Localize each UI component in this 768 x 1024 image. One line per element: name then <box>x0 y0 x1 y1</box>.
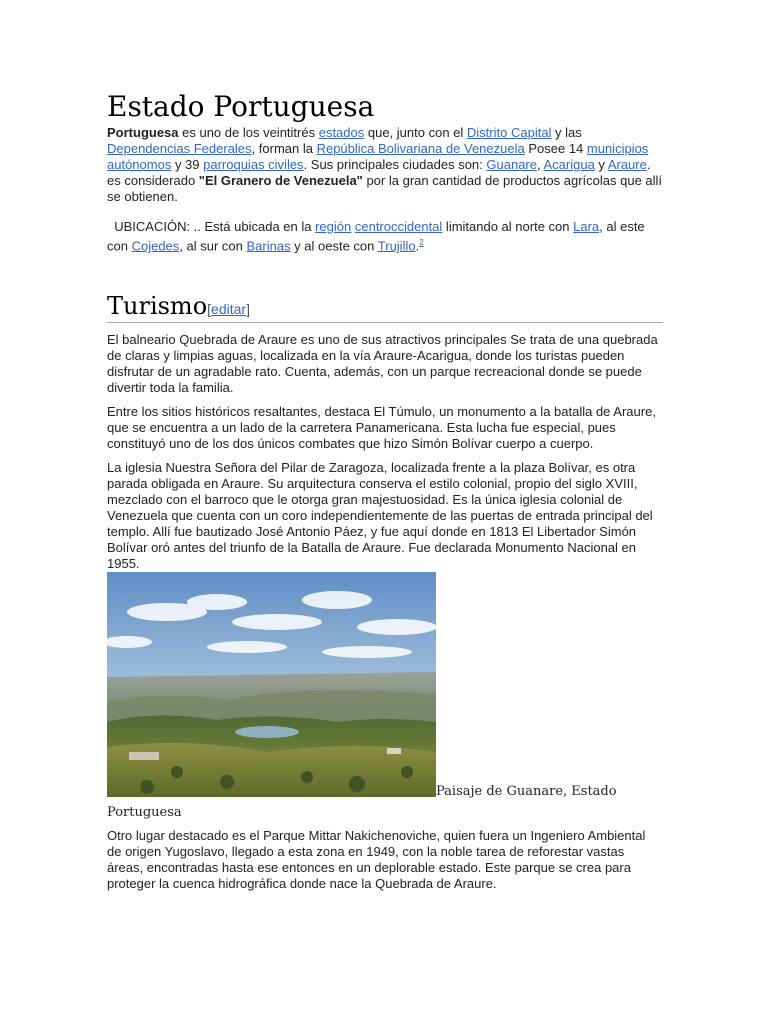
link-distrito-capital[interactable]: Distrito Capital <box>466 125 552 140</box>
bold-term: Portuguesa <box>107 125 179 140</box>
link-trujillo[interactable]: Trujillo <box>377 238 416 254</box>
paragraph-parque: Otro lugar destacado es el Parque Mittar Nakichenoviche, quien fuera un Ingeniero Ambiental de origen Yugoslavo, llegado a esta zona en 1949, con la noble tarea de reforestar vastas áreas, encontradas hasta ese entonces en un deplorable estado. Este parque se crea para proteger la cuenca hidrográfica donde nace la Quebrada de Araure. <box>107 828 646 892</box>
link-estados[interactable]: estados <box>318 125 365 140</box>
link-acarigua[interactable]: Acarigua <box>543 157 595 172</box>
section-heading-turismo: Turismo[editar] <box>107 290 663 323</box>
intro-paragraph: Portuguesa es uno de los veintitrés estados que, junto con el Distrito Capital y las Dependencias Federales, forman la República Bolivariana de Venezuela Posee 14 municipios autónomos y 39 parroquias civiles. Sus principales ciudades son: Guanare, Acarigua y Araure. es considerado "El Granero de Venezuela" por la gran cantidad de productos agrícolas que allí se obtienen. <box>107 125 663 204</box>
figure-caption-line2: Portuguesa <box>107 805 182 821</box>
paragraph-balneario: El balneario Quebrada de Araure es uno de sus atractivos principales Se trata de una quebrada de claras y limpias aguas, localizada en la vía Araure-Acarigua, donde los turistas pueden disfrutar de un agradable rato. Cuenta, además, con un parque recreacional donde se puede divertir toda la familia. <box>107 332 658 396</box>
edit-section-link[interactable]: editar <box>211 301 247 318</box>
link-region[interactable]: región <box>315 219 352 234</box>
link-cojedes[interactable]: Cojedes <box>131 238 180 254</box>
link-lara[interactable]: Lara <box>573 219 600 234</box>
link-barinas[interactable]: Barinas <box>246 238 291 254</box>
landscape-photo <box>107 572 436 797</box>
link-guanare[interactable]: Guanare <box>486 157 537 172</box>
link-parroquias[interactable]: parroquias civiles <box>203 157 304 172</box>
nickname-quote: "El Granero de Venezuela" <box>198 173 363 188</box>
paragraph-iglesia: La iglesia Nuestra Señora del Pilar de Zaragoza, localizada frente a la plaza Bolívar, es otra parada obligada en Araure. Su arquitectura conserva el estilo colonial, propio del siglo XVIII, mezclado con el barroco que le otorga gran majestuosidad. Es la única iglesia colonial de Venezuela que cuenta con un coro independientemente de las puertas de entrada principal del templo. Allí fue bautizado José Antonio Páez, y fue aquí donde en 1813 El Libertador Simón Bolívar oró antes del triunfo de la Batalla de Araure. Fue declarada Monumento Nacional en 1955. <box>107 460 653 572</box>
article <box>107 88 663 892</box>
reference-link[interactable]: 2 <box>419 238 424 247</box>
page-title: Estado Portuguesa <box>107 90 375 123</box>
link-republica[interactable]: República Bolivariana de Venezuela <box>316 141 525 156</box>
link-municipios[interactable]: municipios autónomos <box>107 141 649 172</box>
location-paragraph: UBICACIÓN: .. Está ubicada en la región centroccidental limitando al norte con Lara, al este con Cojedes, al sur con Barinas y al oeste con Trujillo.$^2$ <box>107 219 645 254</box>
link-araure[interactable]: Araure <box>607 157 647 172</box>
section-body <box>107 332 663 572</box>
link-dependencias-federales[interactable]: Dependencias Federales <box>107 141 252 156</box>
link-centroccidental[interactable]: centroccidental <box>354 219 443 234</box>
figure <box>107 572 663 800</box>
paragraph-tumulo: Entre los sitios históricos resaltantes, destaca El Túmulo, un monumento a la batalla de Araure, que se encuentra a un lado de la carretera Panamericana. Esta lucha fue especial, pues constituyó uno de los dos únicos combates que hizo Simón Bolívar cuerpo a cuerpo. <box>107 404 656 452</box>
figure-caption-line1: Paisaje de Guanare, Estado <box>436 784 617 800</box>
